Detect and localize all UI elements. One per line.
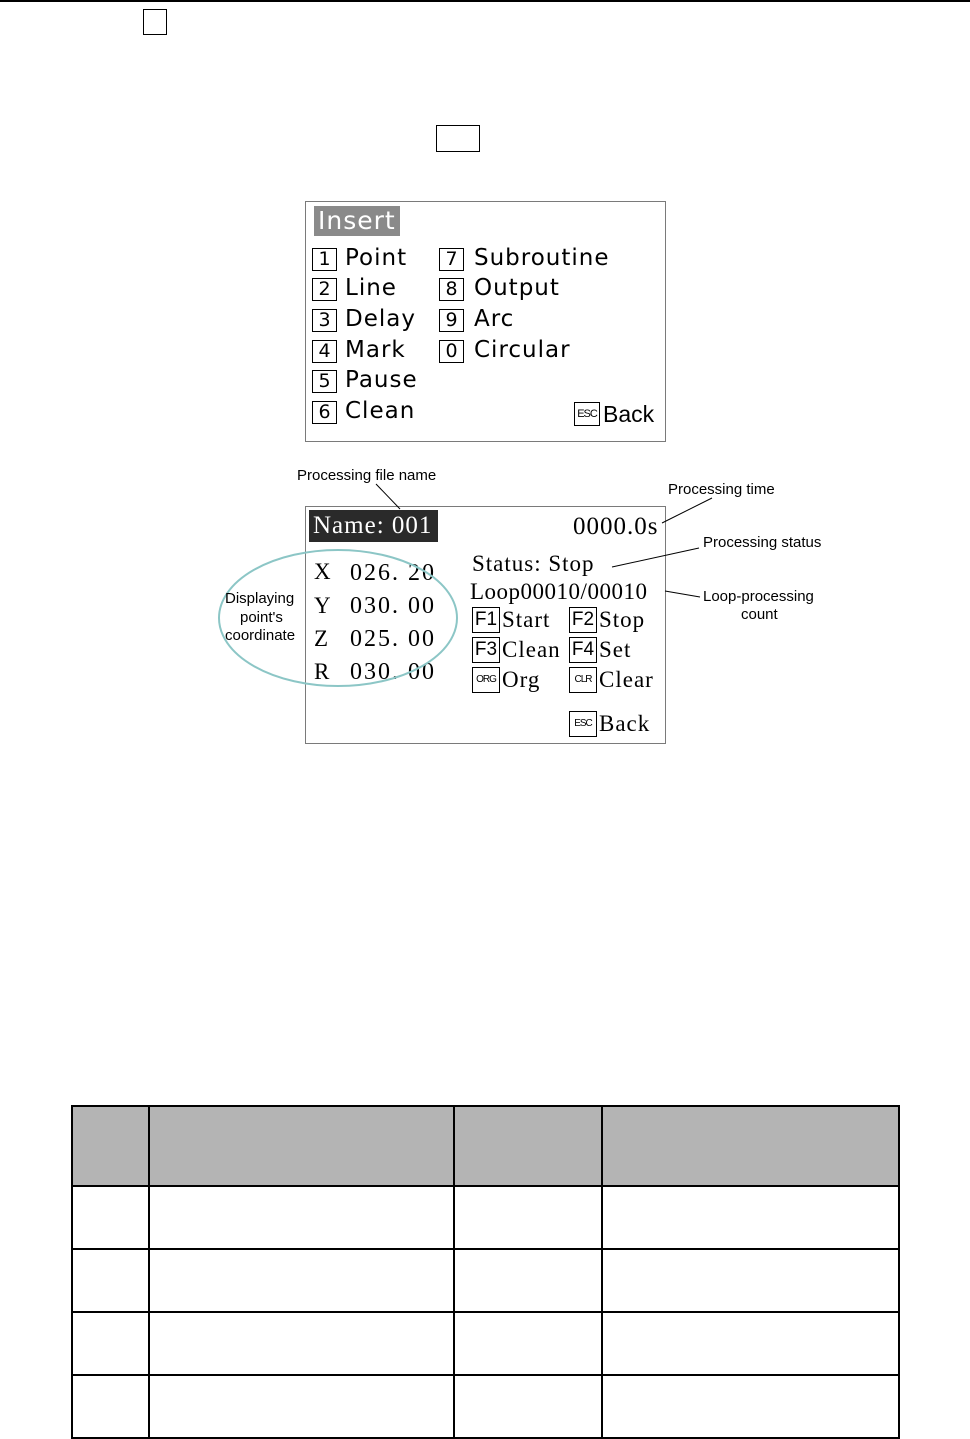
table-row	[72, 1312, 899, 1375]
back-button[interactable]: Back	[599, 711, 651, 736]
axis-value-r: 030. 00	[350, 659, 436, 685]
table-cell	[602, 1375, 899, 1438]
key-7[interactable]: 7	[439, 248, 464, 271]
f1-key[interactable]: F1	[472, 607, 500, 633]
key-6[interactable]: 6	[312, 401, 337, 424]
data-table	[71, 1105, 900, 1439]
key-0[interactable]: 0	[439, 340, 464, 363]
table-header-cell	[149, 1106, 454, 1186]
f4-key[interactable]: F4	[569, 637, 597, 663]
menu-item-delay[interactable]: Delay	[345, 306, 416, 332]
table-cell	[72, 1249, 149, 1312]
axis-value-z: 025. 00	[350, 626, 436, 652]
annotation-coord-line2: point's	[240, 609, 283, 626]
axis-label-y: Y	[314, 593, 331, 618]
loop-count: Loop00010/00010	[470, 579, 648, 604]
clr-key[interactable]: CLR	[569, 667, 597, 693]
clean-button[interactable]: Clean	[502, 637, 561, 662]
annotation-coord-line1: Displaying	[225, 590, 295, 607]
table-cell	[149, 1186, 454, 1249]
axis-label-x: X	[314, 559, 331, 584]
table-cell	[602, 1249, 899, 1312]
leader-line-file-name	[376, 484, 400, 509]
clear-button[interactable]: Clear	[599, 667, 654, 692]
key-2[interactable]: 2	[312, 278, 337, 301]
leader-line-loop	[665, 591, 700, 597]
annotation-status: Processing status	[703, 534, 822, 551]
table-cell	[454, 1375, 602, 1438]
table-row	[72, 1375, 899, 1438]
processing-time: 0000.0s	[573, 513, 659, 540]
org-button[interactable]: Org	[502, 667, 541, 692]
axis-label-r: R	[314, 659, 330, 684]
key-8[interactable]: 8	[439, 278, 464, 301]
menu-item-mark[interactable]: Mark	[345, 337, 406, 363]
menu-item-arc[interactable]: Arc	[474, 306, 515, 332]
annotation-loop-line1: Loop-processing	[703, 588, 814, 605]
insert-menu-title: Insert	[314, 206, 400, 236]
key-9[interactable]: 9	[439, 309, 464, 332]
leader-line-status	[612, 548, 699, 567]
org-key[interactable]: ORG	[472, 667, 500, 693]
back-button[interactable]: Back	[603, 401, 655, 427]
stop-button[interactable]: Stop	[599, 607, 646, 632]
table-cell	[454, 1186, 602, 1249]
annotation-coord-line3: coordinate	[225, 627, 296, 644]
processing-file-name: Name: 001	[309, 510, 438, 542]
leader-line-time	[662, 498, 712, 523]
menu-item-pause[interactable]: Pause	[345, 367, 418, 393]
annotation-time: Processing time	[668, 481, 775, 498]
key-1[interactable]: 1	[312, 248, 337, 271]
table-cell	[602, 1312, 899, 1375]
f3-key[interactable]: F3	[472, 637, 500, 663]
table-cell	[149, 1312, 454, 1375]
table-cell	[454, 1249, 602, 1312]
f2-key[interactable]: F2	[569, 607, 597, 633]
esc-key[interactable]: ESC	[574, 402, 600, 426]
table-header-cell	[602, 1106, 899, 1186]
table-header-cell	[72, 1106, 149, 1186]
menu-item-subroutine[interactable]: Subroutine	[474, 245, 610, 271]
table-cell	[72, 1375, 149, 1438]
menu-item-line[interactable]: Line	[345, 275, 397, 301]
table-cell	[602, 1186, 899, 1249]
table-header-row	[72, 1106, 899, 1186]
processing-status: Status: Stop	[472, 551, 595, 576]
menu-item-clean[interactable]: Clean	[345, 398, 416, 424]
axis-value-x: 026. 20	[350, 560, 436, 586]
key-3[interactable]: 3	[312, 309, 337, 332]
set-button[interactable]: Set	[599, 637, 632, 662]
start-button[interactable]: Start	[502, 607, 551, 632]
annotation-file-name: Processing file name	[297, 467, 437, 484]
table-header-cell	[454, 1106, 602, 1186]
menu-item-circular[interactable]: Circular	[474, 337, 571, 363]
key-4[interactable]: 4	[312, 340, 337, 363]
esc-key[interactable]: ESC	[569, 711, 597, 737]
table-cell	[454, 1312, 602, 1375]
table-row	[72, 1186, 899, 1249]
table-row	[72, 1249, 899, 1312]
table-cell	[149, 1375, 454, 1438]
axis-value-y: 030. 00	[350, 593, 436, 619]
menu-item-output[interactable]: Output	[474, 275, 560, 301]
table-cell	[72, 1312, 149, 1375]
annotation-loop-line2: count	[741, 606, 778, 623]
table-cell	[149, 1249, 454, 1312]
table-cell	[72, 1186, 149, 1249]
key-5[interactable]: 5	[312, 370, 337, 393]
axis-label-z: Z	[314, 626, 329, 651]
menu-item-point[interactable]: Point	[345, 245, 408, 271]
